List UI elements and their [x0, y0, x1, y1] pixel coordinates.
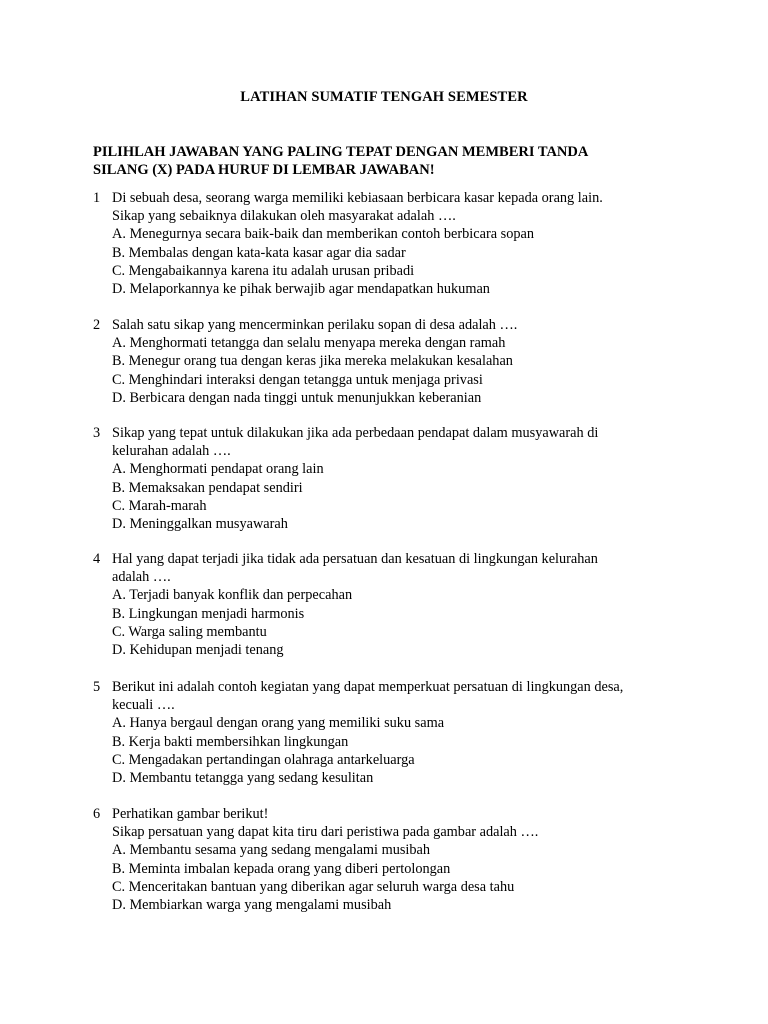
option-b: B. Meminta imbalan kepada orang yang diberi pertolongan: [112, 860, 451, 877]
option-a: A. Hanya bergaul dengan orang yang memiliki suku sama: [112, 715, 445, 732]
option-a: A. Membantu sesama yang sedang mengalami musibah: [112, 842, 431, 859]
question-3: [93, 424, 693, 533]
option-d: D. Membantu tetangga yang sedang kesulitan: [112, 770, 374, 787]
option-c: C. Warga saling membantu: [112, 623, 267, 640]
option-a: A. Menghormati tetangga dan selalu menyapa mereka dengan ramah: [112, 335, 506, 352]
option-d: D. Kehidupan menjadi tenang: [112, 642, 284, 659]
option-a: A. Menegurnya secara baik-baik dan memberikan contoh berbicara sopan: [112, 226, 534, 243]
question-text: kelurahan adalah ….: [112, 443, 231, 460]
option-d: D. Membiarkan warga yang mengalami musibah: [112, 897, 392, 914]
option-c: C. Menghindari interaksi dengan tetangga untuk menjaga privasi: [112, 371, 483, 388]
question-number: 1: [93, 190, 101, 206]
question-text: Salah satu sikap yang mencerminkan perilaku sopan di desa adalah ….: [112, 317, 518, 333]
option-c: C. Mengabaikannya karena itu adalah urusan pribadi: [112, 262, 415, 279]
question-text: kecuali ….: [112, 697, 175, 714]
question-text: Sikap yang tepat untuk dilakukan jika ada perbedaan pendapat dalam musyawarah di: [112, 425, 599, 441]
document-title: LATIHAN SUMATIF TENGAH SEMESTER: [240, 89, 528, 105]
question-number: 4: [93, 551, 101, 567]
option-b: B. Kerja bakti membersihkan lingkungan: [112, 733, 349, 750]
question-text: Sikap persatuan yang dapat kita tiru dari peristiwa pada gambar adalah ….: [112, 824, 539, 841]
instruction-line: SILANG (X) PADA HURUF DI LEMBAR JAWABAN!: [93, 162, 435, 178]
option-b: B. Lingkungan menjadi harmonis: [112, 605, 305, 622]
question-text: Hal yang dapat terjadi jika tidak ada persatuan dan kesatuan di lingkungan kelurahan: [112, 551, 598, 567]
question-text: Berikut ini adalah contoh kegiatan yang dapat memperkuat persatuan di lingkungan desa,: [112, 679, 624, 695]
question-text: Di sebuah desa, seorang warga memiliki kebiasaan berbicara kasar kepada orang lain.: [112, 190, 603, 206]
question-6: [93, 805, 693, 914]
instruction-block: [93, 143, 673, 179]
instruction-line: PILIHLAH JAWABAN YANG PALING TEPAT DENGAN MEMBERI TANDA: [93, 144, 589, 160]
option-d: D. Berbicara dengan nada tinggi untuk menunjukkan keberanian: [112, 389, 482, 406]
question-text: Perhatikan gambar berikut!: [112, 806, 269, 822]
option-d: D. Melaporkannya ke pihak berwajib agar mendapatkan hukuman: [112, 281, 490, 298]
option-c: C. Mengadakan pertandingan olahraga antarkeluarga: [112, 751, 415, 768]
question-5: [93, 678, 693, 787]
option-a: A. Menghormati pendapat orang lain: [112, 461, 324, 478]
question-number: 3: [93, 425, 101, 441]
option-d: D. Meninggalkan musyawarah: [112, 516, 288, 533]
question-number: 2: [93, 317, 101, 333]
question-text: Sikap yang sebaiknya dilakukan oleh masyarakat adalah ….: [112, 208, 456, 225]
question-4: [93, 550, 693, 659]
question-2: [93, 316, 693, 407]
question-1: [93, 189, 693, 298]
option-c: C. Marah-marah: [112, 497, 207, 514]
option-b: B. Memaksakan pendapat sendiri: [112, 479, 303, 496]
option-a: A. Terjadi banyak konflik dan perpecahan: [112, 587, 353, 604]
option-c: C. Menceritakan bantuan yang diberikan agar seluruh warga desa tahu: [112, 878, 515, 895]
question-number: 5: [93, 679, 101, 695]
option-b: B. Membalas dengan kata-kata kasar agar dia sadar: [112, 244, 406, 261]
question-number: 6: [93, 806, 101, 822]
question-text: adalah ….: [112, 569, 171, 586]
option-b: B. Menegur orang tua dengan keras jika mereka melakukan kesalahan: [112, 353, 513, 370]
